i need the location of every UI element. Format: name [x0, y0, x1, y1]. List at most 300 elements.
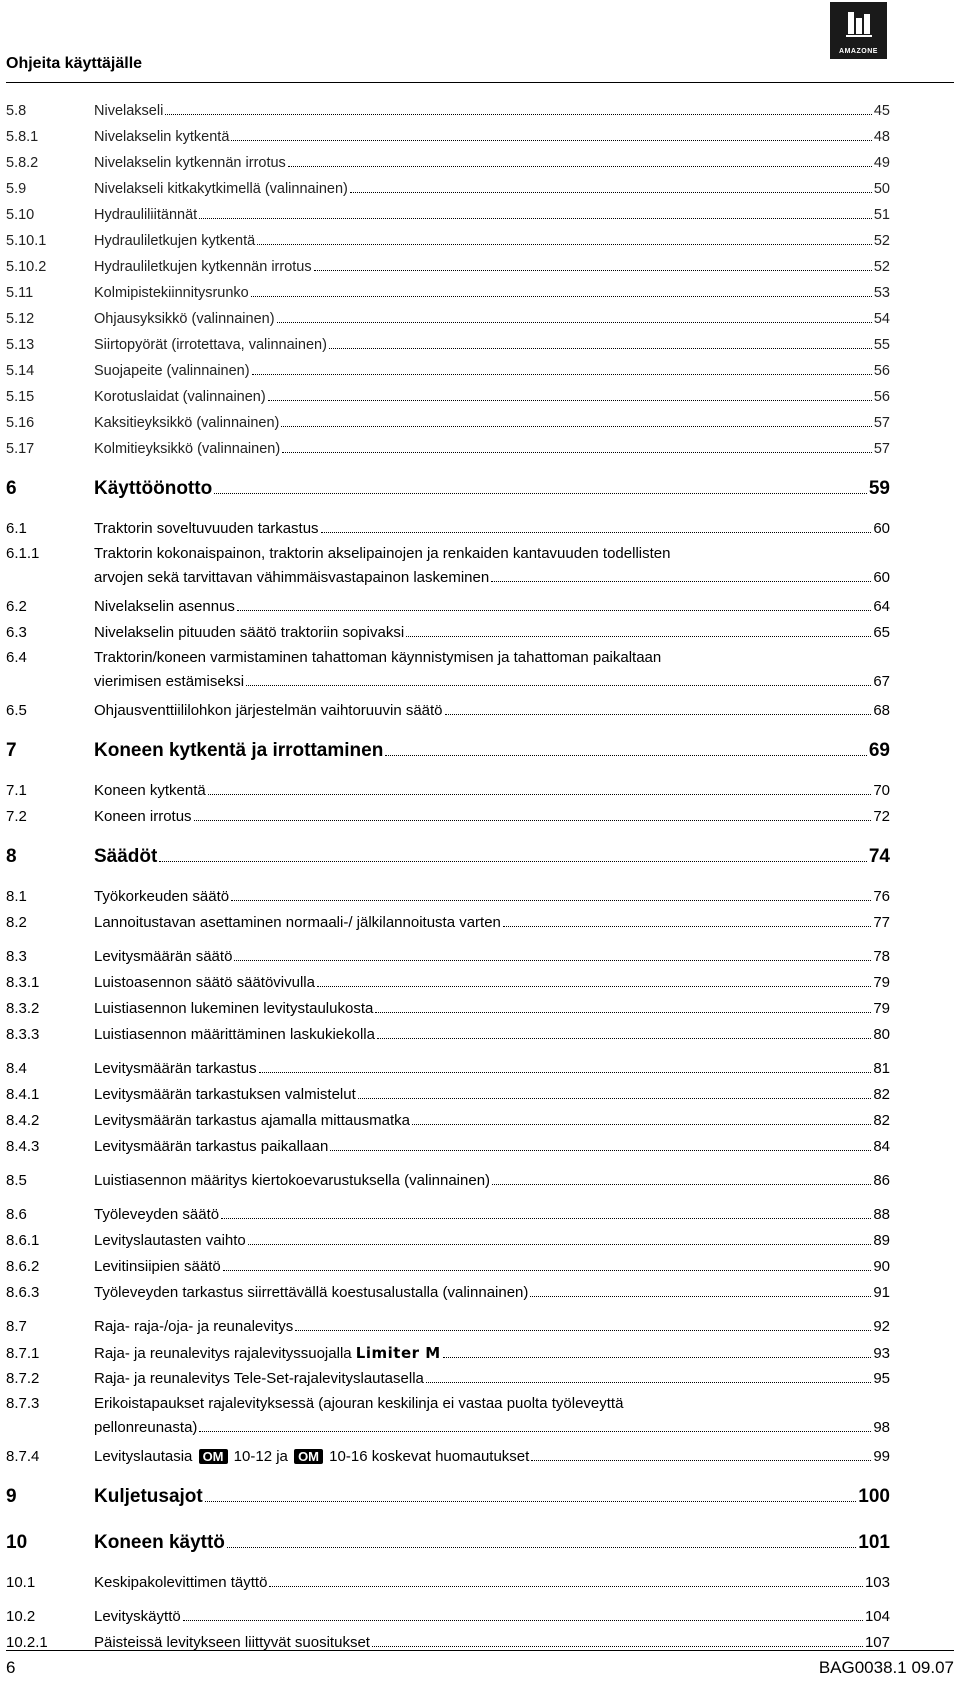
footer-document-id: BAG0038.1 09.07: [818, 1658, 954, 1677]
toc-entry-body: [94, 1630, 890, 1656]
toc-leader-dots: [530, 1296, 871, 1297]
toc-leader-dots: [350, 192, 872, 193]
toc-entry-title-cont: vierimisen estämiseksi: [94, 673, 245, 690]
toc-entry-row[interactable]: [6, 384, 890, 410]
toc-leader-dots: [531, 1460, 871, 1461]
toc-entry-page: 91: [873, 1284, 890, 1301]
toc-entry-number: 8.7: [6, 1318, 27, 1335]
footer-page-number: 6: [6, 1658, 16, 1677]
toc-entry-row[interactable]: [6, 358, 890, 384]
toc-entry-number: 5.12: [6, 311, 35, 327]
toc-entry-number: 10.1: [6, 1574, 36, 1591]
toc-spacer: [6, 1194, 890, 1202]
toc-entry-body: [94, 804, 890, 830]
toc-entry-number: 8.4.2: [6, 1112, 40, 1129]
toc-entry-title: Levityskäyttö: [94, 1608, 181, 1625]
toc-entry-body: [94, 470, 890, 508]
toc-entry-page: 54: [873, 311, 890, 327]
toc-entry-title: Nivelakselin kytkennän irrotus: [94, 155, 286, 171]
toc-entry-number: 8.6.3: [6, 1284, 40, 1301]
toc-entry-title-line2: [94, 566, 890, 590]
toc-entry-body: [94, 1570, 890, 1596]
toc-entry-page: 56: [873, 389, 890, 405]
toc-entry-number: 8.3.2: [6, 1000, 40, 1017]
toc-entry-page: 57: [873, 415, 890, 431]
toc-entry-body: [94, 996, 890, 1022]
toc-spacer: [6, 462, 890, 470]
toc-entry-row[interactable]: [6, 594, 890, 620]
toc-entry-page: 52: [873, 259, 890, 275]
toc-entry-body: [94, 732, 890, 770]
toc-entry-number: 8.1: [6, 888, 27, 905]
toc-entry-body: [94, 594, 890, 620]
toc-leader-dots: [237, 610, 871, 611]
toc-leader-dots: [426, 1382, 871, 1383]
toc-entry-title: Nivelakseli kitkakytkimellä (valinnainen): [94, 181, 348, 197]
toc-entry-row[interactable]: [6, 1392, 890, 1444]
toc-leader-dots: [214, 493, 867, 494]
toc-entry-title: [94, 1340, 441, 1367]
toc-entry-number: 8.6.2: [6, 1258, 40, 1275]
table-of-contents: [6, 98, 890, 1656]
toc-leader-dots: [358, 1098, 872, 1099]
toc-leader-dots: [385, 755, 867, 756]
toc-spacer: [6, 724, 890, 732]
toc-entry-title-cont: pellonreunasta): [94, 1419, 198, 1436]
toc-entry-row[interactable]: [6, 542, 890, 594]
toc-entry-page: 93: [873, 1345, 890, 1362]
footer-divider: [6, 1650, 954, 1651]
toc-leader-dots: [257, 244, 872, 245]
toc-entry-body: [94, 1478, 890, 1516]
toc-entry-page: 64: [873, 598, 890, 615]
toc-entry-number: 6.2: [6, 598, 27, 615]
toc-entry-number: 8.7.2: [6, 1370, 40, 1387]
toc-entry-row[interactable]: [6, 620, 890, 646]
toc-entry-body: [94, 542, 890, 590]
toc-entry-row[interactable]: [6, 1630, 890, 1656]
toc-entry-row[interactable]: [6, 1280, 890, 1306]
toc-spacer: [6, 1516, 890, 1524]
toc-entry-row[interactable]: [6, 1134, 890, 1160]
toc-entry-row[interactable]: [6, 1022, 890, 1048]
toc-entry-page: 98: [873, 1419, 890, 1436]
toc-entry-body: [94, 1280, 890, 1306]
toc-leader-dots: [281, 426, 872, 427]
toc-entry-body: [94, 254, 890, 280]
toc-leader-dots: [314, 270, 872, 271]
toc-entry-title-cont: arvojen sekä tarvittavan vähimmäisvastapainon laskeminen: [94, 569, 490, 586]
toc-entry-number: 9: [6, 1486, 17, 1507]
toc-entry-title: Siirtopyörät (irrotettava, valinnainen): [94, 337, 327, 353]
toc-entry-body: [94, 1108, 890, 1134]
toc-entry-row[interactable]: [6, 1570, 890, 1596]
amazone-logo: [830, 2, 887, 59]
toc-leader-dots: [295, 1330, 871, 1331]
toc-entry-number: 8: [6, 846, 17, 867]
toc-entry-row[interactable]: [6, 646, 890, 698]
toc-entry-page: 89: [873, 1232, 890, 1249]
toc-entry-row[interactable]: [6, 124, 890, 150]
toc-entry-row[interactable]: [6, 996, 890, 1022]
toc-chapter-row[interactable]: [6, 1524, 890, 1562]
toc-entry-page: 86: [873, 1172, 890, 1189]
toc-entry-body: [94, 1134, 890, 1160]
toc-entry-body: [94, 1444, 890, 1470]
toc-entry-number: 10.2: [6, 1608, 36, 1625]
toc-entry-title: Luistiasennon määritys kiertokoevarustuksella (valinnainen): [94, 1172, 491, 1189]
toc-entry-title: Nivelakselin asennus: [94, 598, 235, 615]
toc-entry-wrapped: [94, 646, 890, 694]
toc-entry-page: 67: [873, 673, 890, 690]
toc-entry-body: [94, 280, 890, 306]
toc-entry-page: 55: [873, 337, 890, 353]
toc-entry-number: 6: [6, 478, 17, 499]
toc-entry-page: 48: [873, 129, 890, 145]
toc-entry-row[interactable]: [6, 944, 890, 970]
toc-entry-row[interactable]: [6, 1108, 890, 1134]
toc-entry-number: 5.11: [6, 285, 34, 301]
toc-entry-title: Päisteissä levitykseen liittyvät suositukset: [94, 1634, 370, 1651]
toc-entry-page: 82: [873, 1086, 890, 1103]
toc-leader-dots: [165, 114, 872, 115]
toc-entry-number: 8.4: [6, 1060, 27, 1077]
toc-entry-title: Työleveyden säätö: [94, 1206, 220, 1223]
toc-spacer: [6, 1562, 890, 1570]
toc-entry-page: 103: [864, 1574, 890, 1591]
toc-spacer: [6, 770, 890, 778]
toc-leader-dots: [227, 1547, 856, 1548]
toc-entry-body: [94, 176, 890, 202]
toc-entry-row[interactable]: [6, 1366, 890, 1392]
toc-entry-body: [94, 150, 890, 176]
toc-leader-dots: [321, 532, 872, 533]
toc-entry-page: 60: [873, 520, 890, 537]
toc-entry-body: [94, 1202, 890, 1228]
limiter-brand-label: Limiter M: [355, 1344, 441, 1362]
toc-entry-row[interactable]: [6, 228, 890, 254]
toc-entry-page: 45: [873, 103, 890, 119]
toc-entry-body: [94, 228, 890, 254]
toc-entry-row[interactable]: [6, 1340, 890, 1366]
toc-entry-title: Kaksitieyksikkö (valinnainen): [94, 415, 280, 431]
toc-entry-body: [94, 944, 890, 970]
toc-entry-number: 5.17: [6, 441, 35, 457]
toc-entry-body: [94, 436, 890, 462]
toc-entry-page: 80: [873, 1026, 890, 1043]
toc-entry-page: 95: [873, 1370, 890, 1387]
toc-entry-body: [94, 884, 890, 910]
toc-entry-page: 53: [873, 285, 890, 301]
toc-entry-body: [94, 1254, 890, 1280]
toc-leader-dots: [208, 794, 872, 795]
toc-spacer: [6, 936, 890, 944]
toc-leader-dots: [492, 1184, 871, 1185]
toc-entry-title-line2: [94, 670, 890, 694]
toc-entry-title: Levitysmäärän tarkastus: [94, 1060, 257, 1077]
toc-entry-body: [94, 1366, 890, 1392]
toc-entry-number: 6.4: [6, 649, 27, 666]
toc-entry-page: 69: [868, 740, 890, 761]
toc-chapter-row[interactable]: [6, 838, 890, 876]
toc-entry-body: [94, 970, 890, 996]
toc-entry-page: 104: [864, 1608, 890, 1625]
toc-entry-row[interactable]: [6, 516, 890, 542]
om-brand-badge: OM: [199, 1449, 228, 1464]
toc-entry-page: 107: [864, 1634, 890, 1651]
toc-entry-body: [94, 306, 890, 332]
toc-entry-body: [94, 1056, 890, 1082]
toc-entry-body: [94, 384, 890, 410]
toc-leader-dots: [205, 1501, 857, 1502]
toc-entry-page: 77: [873, 914, 890, 931]
toc-entry-page: 50: [873, 181, 890, 197]
toc-entry-title: Nivelakseli: [94, 103, 164, 119]
toc-spacer: [6, 1596, 890, 1604]
toc-entry-number: 8.3: [6, 948, 27, 965]
toc-leader-dots: [491, 581, 871, 582]
toc-entry-page: 60: [873, 569, 890, 586]
toc-entry-page: 82: [873, 1112, 890, 1129]
toc-entry-title: Työleveyden tarkastus siirrettävällä koestusalustalla (valinnainen): [94, 1284, 529, 1301]
toc-entry-number: 5.16: [6, 415, 35, 431]
toc-entry-number: 5.14: [6, 363, 35, 379]
toc-entry-body: [94, 620, 890, 646]
toc-entry-body: [94, 646, 890, 694]
toc-entry-title: Kolmipistekiinnitysrunko: [94, 285, 249, 301]
toc-entry-number: 7.2: [6, 808, 27, 825]
toc-leader-dots: [288, 166, 872, 167]
toc-entry-row[interactable]: [6, 332, 890, 358]
toc-entry-body: [94, 1392, 890, 1440]
toc-entry-title: Keskipakolevittimen täyttö: [94, 1574, 268, 1591]
toc-entry-number: 10.2.1: [6, 1634, 48, 1651]
toc-entry-body: [94, 698, 890, 724]
toc-entry-body: [94, 1228, 890, 1254]
toc-chapter-row[interactable]: [6, 732, 890, 770]
toc-entry-row[interactable]: [6, 1314, 890, 1340]
toc-entry-row[interactable]: [6, 804, 890, 830]
toc-entry-row[interactable]: [6, 410, 890, 436]
toc-entry-row[interactable]: [6, 884, 890, 910]
toc-entry-title: Nivelakselin kytkentä: [94, 129, 230, 145]
toc-entry-row[interactable]: [6, 970, 890, 996]
toc-entry-body: [94, 838, 890, 876]
toc-entry-number: 7: [6, 740, 17, 761]
toc-leader-dots: [183, 1620, 863, 1621]
toc-entry-row[interactable]: [6, 1082, 890, 1108]
toc-entry-title: Luistoasennon säätö säätövivulla: [94, 974, 315, 991]
toc-entry-row[interactable]: [6, 436, 890, 462]
toc-chapter-row[interactable]: [6, 1478, 890, 1516]
toc-leader-dots: [252, 374, 872, 375]
toc-entry-number: 5.13: [6, 337, 35, 353]
toc-entry-body: [94, 778, 890, 804]
toc-leader-dots: [234, 960, 871, 961]
toc-entry-title: Levityslautasten vaihto: [94, 1232, 246, 1249]
toc-entry-number: 8.6.1: [6, 1232, 40, 1249]
toc-leader-dots: [199, 1431, 871, 1432]
toc-spacer: [6, 508, 890, 516]
toc-entry-title: Ohjausyksikkö (valinnainen): [94, 311, 275, 327]
toc-entry-page: 90: [873, 1258, 890, 1275]
toc-entry-row[interactable]: [6, 1056, 890, 1082]
toc-entry-row[interactable]: [6, 202, 890, 228]
toc-leader-dots: [282, 452, 872, 453]
toc-spacer: [6, 876, 890, 884]
toc-leader-dots: [377, 1038, 871, 1039]
toc-leader-dots: [259, 1072, 872, 1073]
toc-leader-dots: [406, 636, 871, 637]
toc-entry-title: Hydrauliletkujen kytkentä: [94, 233, 256, 249]
toc-entry-number: 8.7.3: [6, 1395, 40, 1412]
toc-entry-title: Koneen kytkentä: [94, 782, 206, 799]
toc-entry-page: 56: [873, 363, 890, 379]
toc-entry-number: 5.8.2: [6, 155, 39, 171]
toc-entry-row[interactable]: [6, 1168, 890, 1194]
toc-leader-dots: [223, 1270, 872, 1271]
logo-mark-icon: [840, 8, 877, 40]
toc-entry-title: Nivelakselin pituuden säätö traktoriin sopivaksi: [94, 624, 405, 641]
toc-entry-row[interactable]: [6, 1254, 890, 1280]
toc-entry-row[interactable]: [6, 1202, 890, 1228]
toc-leader-dots: [231, 900, 871, 901]
toc-entry-row[interactable]: [6, 1228, 890, 1254]
toc-leader-dots: [199, 218, 872, 219]
toc-entry-number: 5.10: [6, 207, 35, 223]
toc-entry-body: [94, 910, 890, 936]
toc-entry-number: 8.7.1: [6, 1345, 40, 1362]
toc-entry-number: 5.9: [6, 181, 27, 197]
toc-entry-page: 59: [868, 478, 890, 499]
toc-entry-title: Luistiasennon lukeminen levitystaulukosta: [94, 1000, 374, 1017]
toc-entry-title: Levitysmäärän säätö: [94, 948, 233, 965]
toc-entry-number: 8.2: [6, 914, 27, 931]
toc-entry-row[interactable]: [6, 778, 890, 804]
toc-entry-body: [94, 1604, 890, 1630]
toc-entry-title: Levitinsiipien säätö: [94, 1258, 221, 1275]
toc-entry-title: Koneen käyttö: [94, 1532, 225, 1553]
toc-spacer: [6, 1048, 890, 1056]
toc-entry-number: 5.15: [6, 389, 35, 405]
toc-entry-title: Raja- ja reunalevitys Tele-Set-rajalevityslautasella: [94, 1370, 424, 1387]
toc-spacer: [6, 1306, 890, 1314]
toc-leader-dots: [330, 1150, 871, 1151]
toc-chapter-row[interactable]: [6, 470, 890, 508]
toc-entry-row[interactable]: [6, 698, 890, 724]
toc-entry-title: Kolmitieyksikkö (valinnainen): [94, 441, 281, 457]
toc-entry-body: [94, 1168, 890, 1194]
toc-entry-body: [94, 332, 890, 358]
toc-leader-dots: [375, 1012, 871, 1013]
toc-entry-title: Ohjausventtiililohkon järjestelmän vaihtoruuvin säätö: [94, 702, 443, 719]
toc-entry-page: 101: [858, 1532, 890, 1553]
toc-entry-row[interactable]: [6, 254, 890, 280]
toc-leader-dots: [503, 926, 871, 927]
toc-entry-row[interactable]: [6, 306, 890, 332]
toc-leader-dots: [268, 400, 872, 401]
toc-entry-title-line2: [94, 1416, 890, 1440]
toc-entry-body: [94, 124, 890, 150]
toc-entry-number: 10: [6, 1532, 28, 1553]
toc-entry-title: Säädöt: [94, 846, 158, 867]
toc-entry-row[interactable]: [6, 280, 890, 306]
toc-entry-row[interactable]: [6, 910, 890, 936]
toc-entry-number: 8.3.1: [6, 974, 40, 991]
toc-entry-page: 79: [873, 974, 890, 991]
toc-entry-body: [94, 202, 890, 228]
toc-entry-page: 88: [873, 1206, 890, 1223]
toc-entry-body: [94, 1082, 890, 1108]
toc-leader-dots: [194, 820, 872, 821]
toc-entry-body: [94, 1524, 890, 1562]
toc-entry-title: Kuljetusajot: [94, 1486, 203, 1507]
logo-text: AMAZONE: [839, 48, 878, 55]
toc-leader-dots: [269, 1586, 863, 1587]
toc-entry-title: Koneen irrotus: [94, 808, 192, 825]
toc-leader-dots: [412, 1124, 871, 1125]
toc-entry-row[interactable]: [6, 1444, 890, 1470]
toc-entry-page: 65: [873, 624, 890, 641]
toc-entry-title: [94, 1444, 529, 1470]
toc-leader-dots: [251, 296, 872, 297]
toc-entry-number: 8.4.3: [6, 1138, 40, 1155]
toc-entry-row[interactable]: [6, 150, 890, 176]
toc-entry-title: Työkorkeuden säätö: [94, 888, 230, 905]
toc-entry-title: Levitysmäärän tarkastuksen valmistelut: [94, 1086, 356, 1103]
toc-entry-page: 74: [868, 846, 890, 867]
toc-leader-dots: [277, 322, 872, 323]
toc-entry-number: 8.5: [6, 1172, 27, 1189]
toc-entry-body: [94, 1314, 890, 1340]
toc-leader-dots: [443, 1357, 872, 1358]
toc-leader-dots: [159, 861, 867, 862]
toc-entry-row[interactable]: [6, 176, 890, 202]
toc-entry-body: [94, 1022, 890, 1048]
toc-entry-title-text: 10-16 koskevat huomautukset: [325, 1448, 530, 1465]
toc-entry-body: [94, 410, 890, 436]
toc-entry-number: 8.6: [6, 1206, 27, 1223]
om-brand-badge: OM: [294, 1449, 323, 1464]
toc-entry-row[interactable]: [6, 98, 890, 124]
toc-entry-number: 6.5: [6, 702, 27, 719]
toc-entry-page: 99: [873, 1448, 890, 1465]
toc-entry-title-text: 10-12 ja: [229, 1448, 293, 1465]
toc-leader-dots: [248, 1244, 872, 1245]
toc-entry-title: Traktorin soveltuvuuden tarkastus: [94, 520, 319, 537]
toc-entry-title: Levitysmäärän tarkastus ajamalla mittausmatka: [94, 1112, 410, 1129]
toc-leader-dots: [246, 685, 871, 686]
toc-entry-title: Levitysmäärän tarkastus paikallaan: [94, 1138, 329, 1155]
toc-entry-title-text: Raja- ja reunalevitys rajalevityssuojalla: [94, 1345, 356, 1362]
toc-entry-title: Hydrauliliitännät: [94, 207, 198, 223]
toc-spacer: [6, 830, 890, 838]
toc-entry-wrapped: [94, 542, 890, 590]
toc-entry-number: 6.1.1: [6, 545, 40, 562]
toc-entry-page: 57: [873, 441, 890, 457]
toc-leader-dots: [221, 1218, 871, 1219]
toc-entry-page: 100: [858, 1486, 890, 1507]
toc-entry-page: 92: [873, 1318, 890, 1335]
toc-leader-dots: [231, 140, 871, 141]
toc-entry-title: Koneen kytkentä ja irrottaminen: [94, 740, 384, 761]
toc-entry-page: 72: [873, 808, 890, 825]
toc-entry-row[interactable]: [6, 1604, 890, 1630]
toc-entry-number: 5.8: [6, 103, 27, 119]
toc-spacer: [6, 1470, 890, 1478]
toc-leader-dots: [445, 714, 872, 715]
toc-entry-title: Traktorin/koneen varmistaminen tahattoman käynnistymisen ja tahattoman paikaltaan: [94, 649, 662, 666]
